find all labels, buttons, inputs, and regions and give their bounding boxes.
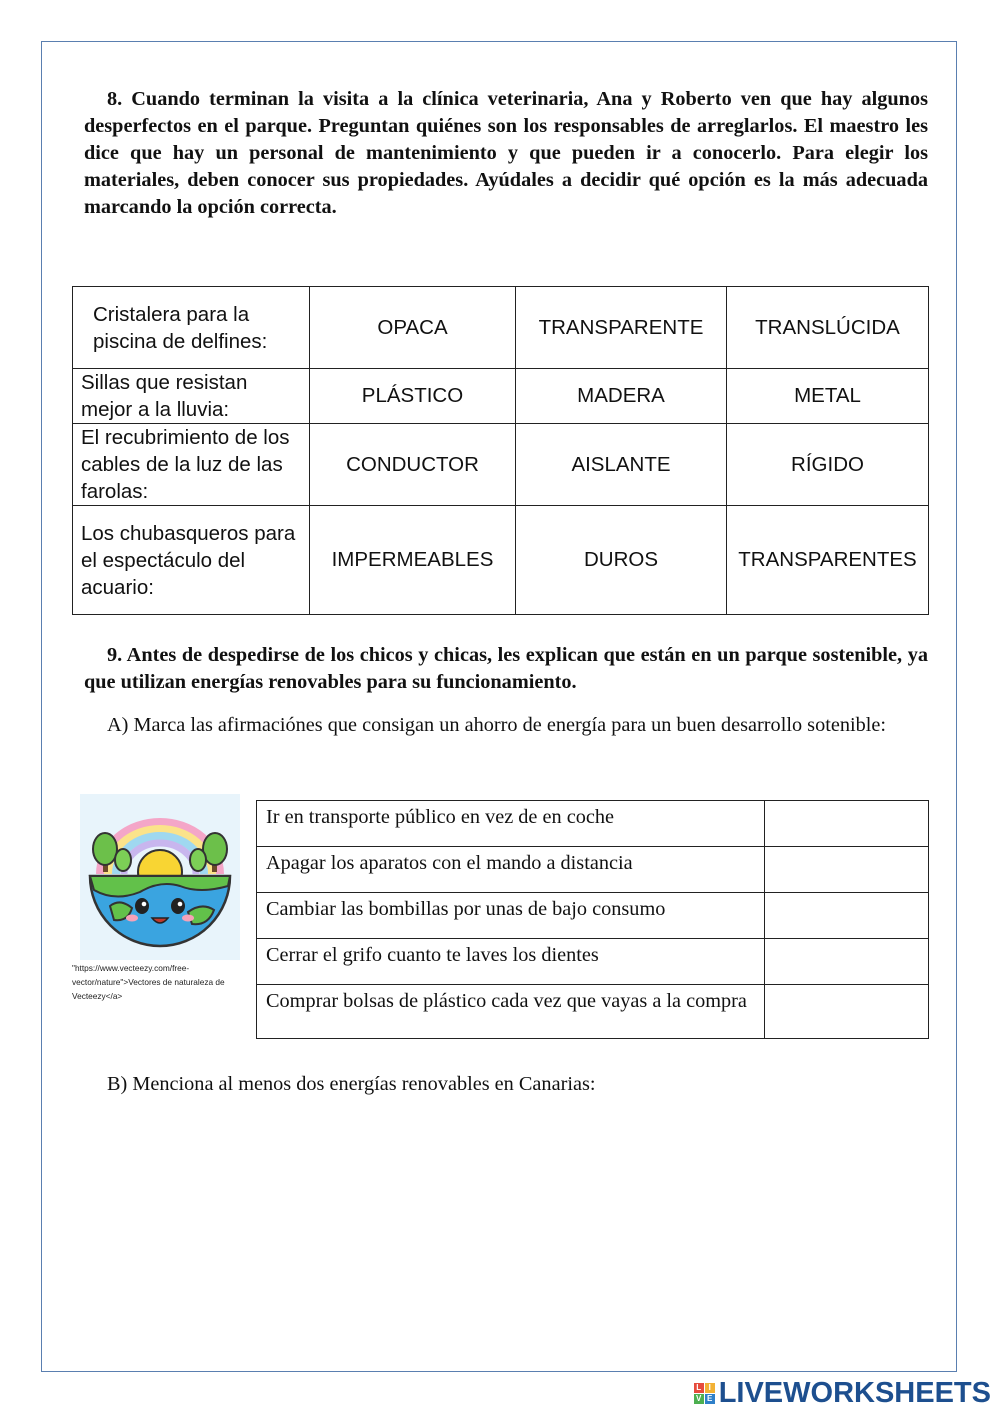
statement-text: Ir en transporte público en vez de en coche <box>257 801 765 847</box>
table-row <box>257 847 929 893</box>
brand-wordmark: LIVEWORKSHEETS <box>718 1377 991 1409</box>
table-row <box>257 801 929 847</box>
statement-text: Apagar los aparatos con el mando a distancia <box>257 847 765 893</box>
statements-table <box>256 800 929 1039</box>
table-row <box>73 369 929 424</box>
table-row <box>73 424 929 506</box>
option-cell[interactable]: MADERA <box>516 369 727 424</box>
question-9-text: 9. Antes de despedirse de los chicos y chicas, les explican que están en un parque sostenible, ya que utilizan energías renovables para su funcionamiento. <box>84 644 928 693</box>
option-cell[interactable]: PLÁSTICO <box>310 369 516 424</box>
statement-text: Cambiar las bombillas por unas de bajo consumo <box>257 893 765 939</box>
mark-cell[interactable] <box>765 939 929 985</box>
option-cell[interactable]: RÍGIDO <box>727 424 929 506</box>
option-cell[interactable]: IMPERMEABLES <box>310 506 516 615</box>
mark-cell[interactable] <box>765 893 929 939</box>
mark-cell[interactable] <box>765 985 929 1039</box>
materials-table <box>72 286 929 615</box>
table-row <box>73 287 929 369</box>
question-8-text: 8. Cuando terminan la visita a la clínica veterinaria, Ana y Roberto ven que hay algunos desperfectos en el parque. Preguntan quiénes son los responsables de arreglarlos. El maestro les dice que hay un personal de mantenimiento y que pueden ir a conocerlo. Para elegir los materiales, deben conocer sus propiedades. Ayúdales a decidir qué opción es la más adecuada marcando la opción correcta. <box>84 88 928 218</box>
statement-text: Cerrar el grifo cuanto te laves los dientes <box>257 939 765 985</box>
row-label: El recubrimiento de los cables de la luz de las farolas: <box>73 424 310 506</box>
option-cell[interactable]: AISLANTE <box>516 424 727 506</box>
statement-text: Comprar bolsas de plástico cada vez que vayas a la compra <box>257 985 765 1039</box>
option-cell[interactable]: TRANSPARENTES <box>727 506 929 615</box>
mark-cell[interactable] <box>765 801 929 847</box>
row-label: Los chubasqueros para el espectáculo del acuario: <box>73 506 310 615</box>
row-label: Cristalera para la piscina de delfines: <box>73 287 310 369</box>
table-row <box>73 506 929 615</box>
option-cell[interactable]: TRANSLÚCIDA <box>727 287 929 369</box>
image-credit: "https://www.vecteezy.com/free-vector/nature">Vectores de naturaleza de Vecteezy</a> <box>72 963 225 1001</box>
row-label: Sillas que resistan mejor a la lluvia: <box>73 369 310 424</box>
liveworksheets-brand <box>694 1377 991 1410</box>
table-row <box>257 939 929 985</box>
option-cell[interactable]: METAL <box>727 369 929 424</box>
option-cell[interactable]: OPACA <box>310 287 516 369</box>
option-cell[interactable]: CONDUCTOR <box>310 424 516 506</box>
option-cell[interactable]: TRANSPARENTE <box>516 287 727 369</box>
table-row <box>257 985 929 1039</box>
earth-rainbow-illustration <box>80 794 240 960</box>
question-9b-text: B) Menciona al menos dos energías renovables en Canarias: <box>107 1073 596 1095</box>
mark-cell[interactable] <box>765 847 929 893</box>
liveworksheets-logo-icon: L I V E <box>694 1383 715 1404</box>
table-row <box>257 893 929 939</box>
option-cell[interactable]: DUROS <box>516 506 727 615</box>
question-9a-text: A) Marca las afirmaciónes que consigan un ahorro de energía para un buen desarrollo sotenible: <box>107 714 887 736</box>
